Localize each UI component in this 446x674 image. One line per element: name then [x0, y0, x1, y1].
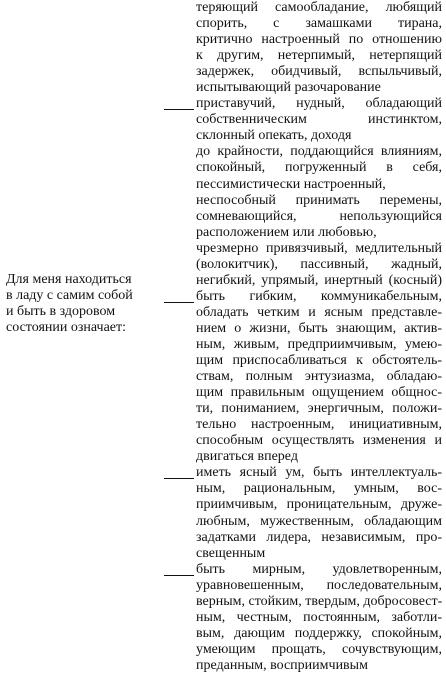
option-text-line: двигаться вперед: [196, 449, 298, 465]
option-text-line: расположением или любовью,: [196, 224, 377, 240]
option-text-line: быть гибким, коммуникабельным,: [196, 288, 442, 304]
option-text-line: пессимистически настроенный,: [196, 176, 386, 192]
option-text-line: испытывающий разочарование: [196, 80, 381, 96]
option-text-line: вым, дающим поддержку, спокойным,: [196, 625, 442, 641]
option-text-line: ным, честным, постоянным, заботли-: [196, 609, 442, 625]
answer-blank[interactable]: [164, 302, 194, 303]
option-text-line: до крайности, поддающийся влияниям,: [196, 144, 442, 160]
option-text-line: щим приспосабливаться к обстоятель-: [196, 353, 442, 369]
option-text-line: обладать четким и ясным представле-: [196, 304, 442, 320]
option-text-line: к другим, нетерпимый, нетерпящий: [196, 48, 442, 64]
answer-option-1: [196, 96, 442, 289]
option-text-line: преданным, восприимчивым: [196, 657, 368, 673]
option-text-line: задатками лидера, независимым, про-: [196, 529, 442, 545]
answer-option-2: [196, 289, 442, 466]
question-label-line: и быть в здоровом: [6, 304, 116, 319]
option-text-line: спорить, с замашками тирана,: [196, 16, 442, 32]
answer-option-3: [196, 465, 442, 561]
option-text-line: спокойный, погруженный в себя,: [196, 160, 442, 176]
answer-options: [196, 0, 442, 674]
option-text-line: неспособный принимать перемены,: [196, 192, 442, 208]
option-first-line-wrap: [196, 562, 442, 578]
option-text-line: тельно настроенным, инициативным,: [196, 417, 442, 433]
question-label-line: в ладу с самим собой: [6, 288, 133, 303]
option-text-line: ти, пониманием, энергичным, положи-: [196, 401, 442, 417]
option-text-line: (волокитчик), пассивный, жадный,: [196, 256, 442, 272]
option-text-line: способным осуществлять изменения и: [196, 433, 442, 449]
option-text-line: чрезмерно привязчивый, медлительный: [196, 240, 442, 256]
question-label-line: состоянии означает:: [6, 320, 127, 335]
answer-option-4: [196, 562, 442, 674]
option-text-line: быть мирным, удовлетворенным,: [196, 561, 442, 577]
option-text-line: склонный опекать, доходя: [196, 128, 352, 144]
option-text-line: негибкий, упрямый, инертный (косный): [196, 272, 442, 288]
option-text-line: верным, стойким, твердым, добросовест-: [196, 593, 443, 609]
option-text-line: свещенным: [196, 545, 266, 561]
option-text-line: приставучий, нудный, обладающий: [196, 96, 442, 112]
option-first-line-wrap: [196, 289, 442, 305]
option-text-line: сомневающийся, непользующийся: [196, 208, 442, 224]
option-text-line: приимчивым, проницательным, друже-: [196, 497, 442, 513]
answer-blank[interactable]: [164, 109, 194, 110]
option-text-line: ным, живым, предприимчивым, умею-: [196, 336, 442, 352]
option-text-line: задержек, обидчивый, вспыльчивый,: [196, 64, 442, 80]
option-text-line: нием о жизни, быть знающим, актив-: [196, 320, 442, 336]
option-text-line: ным, рациональным, умным, вос-: [196, 481, 442, 497]
option-text-line: критично настроенный по отношению: [196, 32, 442, 48]
option-text-line: умеющим прощать, сочувствующим,: [196, 641, 442, 657]
option-text-line: иметь ясный ум, быть интеллектуаль-: [196, 465, 442, 481]
option-text-line: ствам, полным энтузиазма, обладаю-: [196, 369, 442, 385]
option-text-line: любным, мужественным, обладающим: [196, 513, 442, 529]
answer-blank[interactable]: [164, 478, 194, 479]
option-text-line: уравновешенным, последовательным,: [196, 577, 442, 593]
option-text-line: теряющий самообладание, любящий: [196, 0, 442, 15]
option-text-line: щим правильным ощущением общнос-: [196, 385, 442, 401]
option-text-line: собственническим инстинктом,: [196, 112, 442, 128]
answer-blank[interactable]: [164, 575, 194, 576]
question-label-line: Для меня находиться: [6, 272, 132, 287]
option-first-line-wrap: [196, 465, 442, 481]
option-first-line-wrap: [196, 96, 442, 112]
answer-option-0: [196, 0, 442, 96]
question-label: [6, 272, 156, 336]
